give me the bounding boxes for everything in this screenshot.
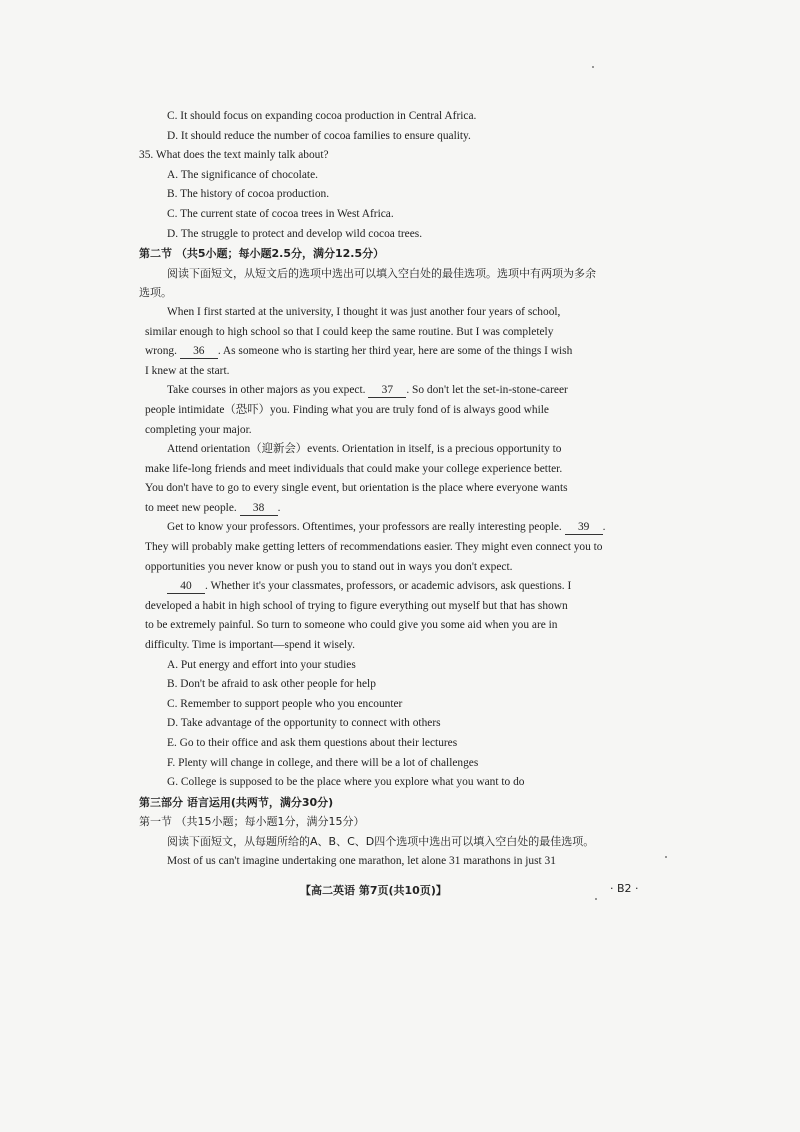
footer-page-info: 【高二英语 第7页(共10页)】	[300, 884, 447, 897]
option-b: B. Don't be afraid to ask other people for help	[167, 678, 376, 691]
q34-option-c: C. It should focus on expanding cocoa production in Central Africa.	[167, 110, 477, 122]
section2-instruction-2: 选项。	[139, 286, 172, 300]
blank-37[interactable]: 37	[368, 384, 406, 398]
blank-36[interactable]: 36	[180, 345, 218, 359]
part3-first-line: Most of us can't imagine undertaking one marathon, let alone 31 marathons in just 31	[167, 854, 556, 867]
p1-line-1: When I first started at the university, I thought it was just another four years of school,	[167, 305, 561, 318]
p3-line-3: You don't have to go to every single event, but orientation is the place where everyone wants	[145, 482, 568, 495]
p5-line-3: to be extremely painful. So turn to someone who could give you some aid when you are in	[145, 619, 558, 632]
q35-option-c: C. The current state of cocoa trees in West Africa.	[167, 207, 394, 220]
part3-section1-heading: 第一节 （共15小题；每小题1分，满分15分）	[139, 815, 365, 829]
option-e: E. Go to their office and ask them questions about their lectures	[167, 737, 458, 749]
paragraph-1	[145, 303, 663, 381]
footer-version: · B2 ·	[610, 882, 639, 895]
p2-line-3: completing your major.	[145, 423, 252, 436]
section2-instruction-1: 阅读下面短文，从短文后的选项中选出可以填入空白处的最佳选项。选项中有两项为多余	[167, 266, 596, 280]
section2-heading: 第二节 （共5小题；每小题2.5分，满分12.5分）	[139, 247, 385, 261]
p1-line-2: similar enough to high school so that I could keep the same routine. But I was completely	[145, 325, 554, 338]
part3-instruction: 阅读下面短文，从每题所给的A、B、C、D四个选项中选出可以填入空白处的最佳选项。	[167, 834, 595, 848]
paragraph-2	[145, 381, 663, 440]
q35-option-a: A. The significance of chocolate.	[167, 168, 318, 181]
p3-line-1: Attend orientation（迎新会）events. Orientation in itself, is a precious opportunity to	[167, 443, 562, 456]
scan-speck	[592, 66, 594, 68]
p2-line-1: Take courses in other majors as you expect. 37 . So don't let the set-in-stone-career	[167, 384, 568, 397]
p1-line-3: wrong. 36 . As someone who is starting her third year, here are some of the things I wish	[145, 345, 573, 358]
paragraph-5	[145, 577, 663, 655]
p5-line-4: difficulty. Time is important—spend it wisely.	[145, 639, 355, 652]
scan-speck	[665, 856, 667, 858]
blank-40[interactable]: 40	[167, 580, 205, 594]
p4-line-3: opportunities you never know or push you to stand out in ways you don't expect.	[145, 560, 513, 573]
p4-line-2: They will probably make getting letters of recommendations easier. They might even connect you to	[145, 541, 603, 554]
q35-stem: 35. What does the text mainly talk about?	[139, 149, 329, 162]
blank-38[interactable]: 38	[240, 502, 278, 516]
q34-option-d: D. It should reduce the number of cocoa families to ensure quality.	[167, 129, 471, 142]
q35-option-d: D. The struggle to protect and develop wild cocoa trees.	[167, 227, 423, 240]
scan-speck	[595, 898, 597, 900]
p1-line-4: I knew at the start.	[145, 364, 230, 377]
p4-line-1: Get to know your professors. Oftentimes, your professors are really interesting people. 39 .	[167, 521, 606, 534]
part3-heading: 第三部分 语言运用(共两节，满分30分)	[139, 795, 334, 809]
blank-39[interactable]: 39	[565, 521, 603, 535]
option-g: G. College is supposed to be the place where you explore what you want to do	[167, 776, 525, 789]
option-f: F. Plenty will change in college, and there will be a lot of challenges	[167, 756, 479, 769]
option-c: C. Remember to support people who you encounter	[167, 697, 403, 710]
p3-line-2: make life-long friends and meet individuals that could make your college experience better.	[145, 462, 563, 475]
page-content	[139, 107, 663, 871]
p5-line-1: 40 . Whether it's your classmates, professors, or academic advisors, ask questions. I	[145, 577, 663, 597]
option-a: A. Put energy and effort into your studies	[167, 658, 356, 671]
paragraph-3	[145, 440, 663, 518]
paragraph-4	[145, 518, 663, 577]
p3-line-4: to meet new people. 38 .	[145, 501, 281, 514]
q35-option-b: B. The history of cocoa production.	[167, 188, 330, 201]
option-d: D. Take advantage of the opportunity to connect with others	[167, 717, 441, 730]
p5-line-2: developed a habit in high school of trying to figure everything out myself but that has shown	[145, 599, 568, 612]
p2-line-2: people intimidate（恐吓）you. Finding what you are truly fond of is always good while	[145, 403, 549, 416]
section2-options	[145, 656, 663, 793]
